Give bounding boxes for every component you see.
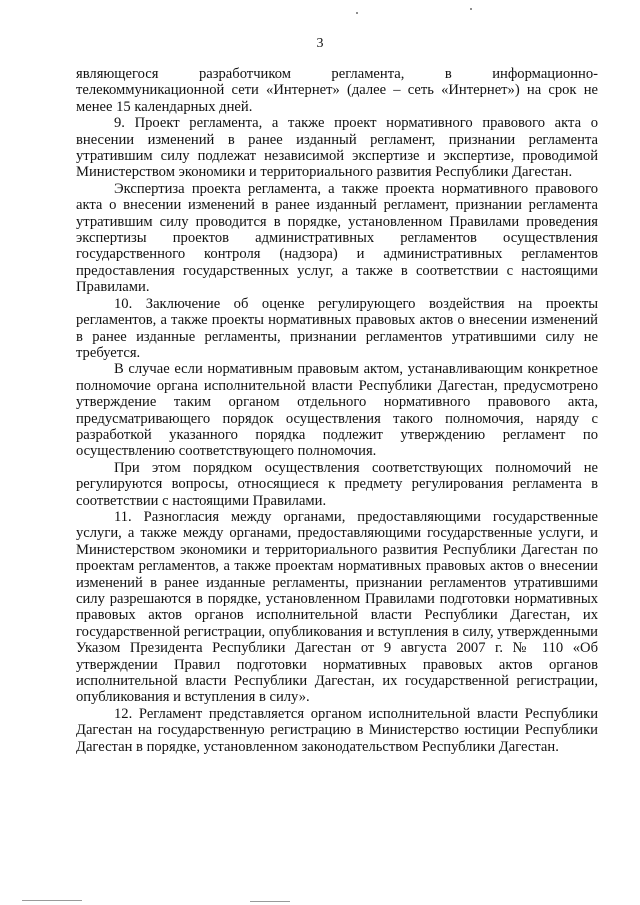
scan-artifact-line (250, 901, 290, 902)
paragraph-item-10: 10. Заключение об оценке регулирующего воздействия на проекты регламентов, а также проекты нормативных правовых актов о внесении изменений в ранее изданные регламенты, признании регламентов утратившими силу не требуется. (76, 295, 598, 361)
paragraph-case: В случае если нормативным правовым актом, устанавливающим конкретное полномочие органа исполнительной власти Республики Дагестан, предусмотрено утверждение таким органом отдельного нормативного правового акта, предусматривающего порядок осуществления такого полномочия, наряду с разработкой указанного порядка подлежит утверждению регламент по осуществлению соответствующего полномочия. (76, 361, 598, 460)
paragraph-continuation: являющегося разработчиком регламента, в информационно-телекоммуникационной сети «Интернет» (далее – сеть «Интернет») на срок не менее 15 календарных дней. (76, 66, 598, 115)
paragraph-item-9: 9. Проект регламента, а также проект нормативного правового акта о внесении изменений в ранее изданный регламент, признании регламента утратившим силу подлежат независимой экспертизе и экспертизе, проводимой Министерством экономики и территориального развития Республики Дагестан. (76, 115, 598, 181)
scan-artifact-dot (356, 12, 358, 14)
paragraph-item-12: 12. Регламент представляется органом исполнительной власти Республики Дагестан на государственную регистрацию в Министерство юстиции Республики Дагестан в порядке, установленном законодательством Республики Дагестан. (76, 705, 598, 755)
paragraph-order: При этом порядком осуществления соответствующих полномочий не регулируются вопросы, относящиеся к предмету регулирования регламента в соответствии с настоящими Правилами. (76, 459, 598, 509)
scan-artifact-dot (470, 8, 472, 10)
scan-artifact-line (22, 900, 82, 901)
page-number: 3 (316, 36, 324, 51)
paragraph-expertise: Экспертиза проекта регламента, а также проекта нормативного правового акта о внесении изменений в ранее изданный регламент, признании регламента утратившим силу проводится в порядке, установленном Правилами проведения экспертизы проектов административных регламентов осуществления государственного контроля (надзора) и административных регламентов предоставления государственных услуг, а также в соответствии с настоящими Правилами. (76, 180, 598, 296)
paragraph-item-11: 11. Разногласия между органами, предоставляющими государственные услуги, а также между органами, предоставляющими государственные услуги, и Министерством экономики и территориального развития Республики Дагестан по проектам регламентов, а также проектам нормативных правовых актов о внесении изменений в ранее изданные регламенты, признании регламентов утратившими силу разрешаются в порядке, установленном Правилами подготовки нормативных правовых актов органов исполнительной власти Республики Дагестан, их государственной регистрации, опубликования и вступления в силу, утвержденными Указом Президента Республики Дагестан от 9 августа 2007 г. № 110 «Об утверждении Правил подготовки нормативных правовых актов органов исполнительной власти Республики Дагестан, их государственной регистрации, опубликования и вступления в силу». (76, 508, 598, 706)
document-body (76, 66, 598, 755)
